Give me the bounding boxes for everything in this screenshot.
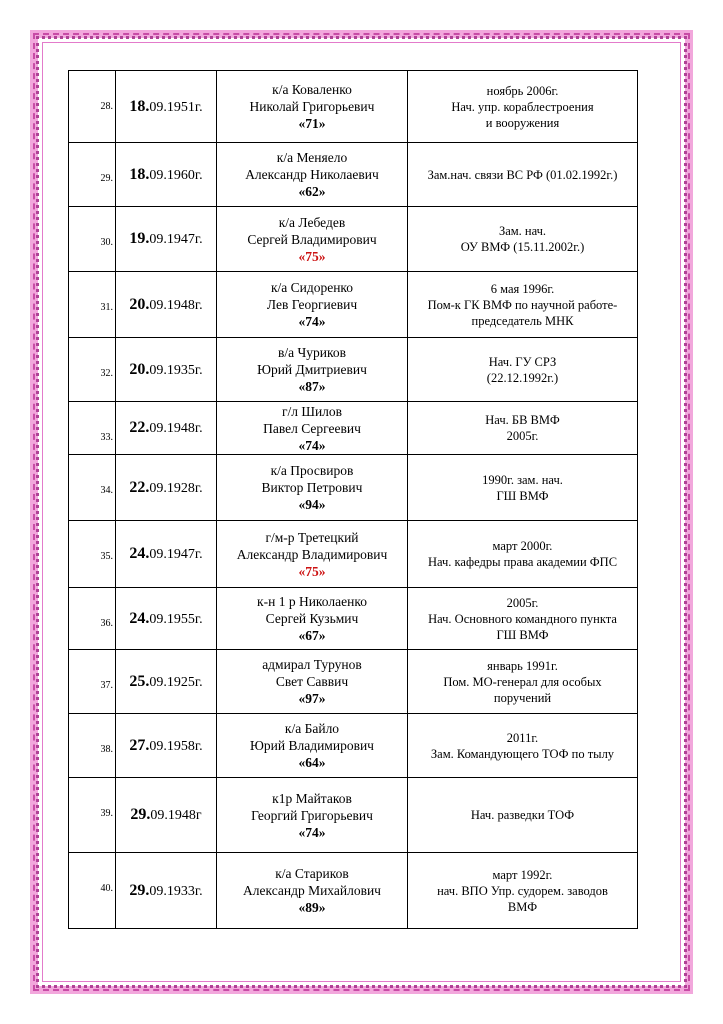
rank-surname: к/а Просвиров (270, 463, 354, 478)
position-info (408, 402, 638, 455)
position-line: Зам. нач. (498, 224, 547, 238)
birth-month-year: 09.1960г. (149, 167, 203, 183)
position-line: март 2000г. (492, 539, 553, 553)
full-name: Сергей Владимирович (247, 231, 377, 247)
person-cell (217, 71, 408, 143)
position-line: ГШ ВМФ (496, 488, 549, 503)
position-info (408, 143, 638, 207)
rank-surname: к/а Байло (284, 721, 340, 736)
full-name: Александр Владимирович (236, 546, 388, 562)
age-badge: «97» (298, 691, 326, 706)
position-line: январь 1991г. (487, 658, 558, 673)
age-badge: «67» (298, 628, 326, 643)
position-line: председатель МНК (471, 313, 574, 328)
age-badge: «71» (298, 116, 326, 131)
position-info (408, 853, 638, 929)
position-line: Нач. ГУ СРЗ (488, 354, 557, 369)
table-row (69, 588, 638, 650)
birth-day: 18. (129, 97, 150, 115)
birth-month-year: 09.1947г. (149, 547, 203, 562)
row-number: 34. (69, 455, 116, 521)
birth-date (116, 853, 217, 929)
position-line: 2005г. (506, 429, 539, 443)
position-line: ноябрь 2006г. (486, 83, 559, 98)
full-name: Павел Сергеевич (263, 420, 361, 436)
table-row (69, 853, 638, 929)
birth-day: 20. (129, 360, 150, 378)
position-info (408, 521, 638, 588)
row-number: 36. (69, 588, 116, 650)
person-cell (217, 455, 408, 521)
person-cell (217, 778, 408, 853)
full-name: Свет Саввич (275, 674, 349, 689)
age-badge: «74» (298, 437, 326, 453)
birth-date (116, 455, 217, 521)
full-name: Лев Георгиевич (266, 297, 358, 312)
table-row (69, 402, 638, 455)
position-info (408, 71, 638, 143)
age-badge: «62» (298, 184, 326, 199)
rank-surname: к-н 1 р Николаенко (257, 594, 367, 609)
birth-date (116, 402, 217, 455)
birth-day: 27. (129, 736, 150, 754)
full-name: Николай Григорьевич (249, 99, 375, 114)
full-name: Георгий Григорьевич (251, 807, 373, 823)
person-cell (217, 714, 408, 778)
birth-month-year: 09.1925г. (149, 674, 203, 690)
age-badge: «74» (298, 314, 326, 329)
position-line: Нач. Основного командного пункта (428, 611, 617, 626)
position-line: март 1992г. (492, 867, 553, 882)
row-number: 33. (69, 402, 116, 455)
rank-surname: в/а Чуриков (278, 345, 346, 360)
birth-month-year: 09.1948г. (149, 421, 203, 436)
person-cell (217, 207, 408, 272)
person-cell (217, 588, 408, 650)
person-cell (217, 650, 408, 714)
table-row (69, 714, 638, 778)
row-number: 37. (69, 650, 116, 714)
person-cell (217, 521, 408, 588)
row-number: 29. (69, 143, 116, 207)
position-line: нач. ВПО Упр. судорем. заводов (437, 883, 608, 898)
rank-surname: к/а Лебедев (278, 214, 346, 230)
birth-day: 22. (129, 478, 150, 496)
table-row (69, 521, 638, 588)
birth-day: 18. (129, 165, 150, 183)
position-line: Пом. МО-генерал для особых (443, 674, 602, 689)
birth-date (116, 521, 217, 588)
age-badge: «75» (298, 248, 326, 264)
position-info (408, 588, 638, 650)
birth-day: 20. (129, 295, 150, 313)
rank-surname: к/а Сидоренко (270, 280, 354, 295)
row-number: 31. (69, 272, 116, 338)
position-line: ВМФ (507, 899, 538, 914)
position-line: Нач. упр. кораблестроения (451, 99, 594, 114)
age-badge: «64» (298, 755, 326, 770)
position-line: поручений (493, 690, 552, 705)
position-info (408, 714, 638, 778)
birth-month-year: 09.1947г. (149, 232, 203, 247)
full-name: Виктор Петрович (261, 480, 363, 495)
position-line: Нач. БВ ВМФ (485, 413, 560, 427)
birth-day: 24. (129, 609, 150, 627)
birth-month-year: 09.1958г. (149, 738, 203, 754)
age-badge: «75» (298, 563, 326, 579)
position-line: ГШ ВМФ (496, 627, 549, 642)
birth-date (116, 650, 217, 714)
rank-surname: к1р Майтаков (272, 790, 352, 806)
birth-date (116, 207, 217, 272)
birth-date (116, 714, 217, 778)
person-cell (217, 402, 408, 455)
full-name: Юрий Владимирович (250, 738, 374, 753)
age-badge: «87» (298, 379, 326, 394)
table-row (69, 650, 638, 714)
row-number: 39. (69, 778, 116, 853)
person-cell (217, 143, 408, 207)
rank-surname: к/а Меняело (276, 150, 348, 165)
position-line: Зам. Командующего ТОФ по тылу (430, 746, 615, 761)
person-cell (217, 853, 408, 929)
row-number: 38. (69, 714, 116, 778)
row-number: 28. (69, 71, 116, 143)
birth-month-year: 09.1935г. (149, 362, 203, 378)
birth-date (116, 143, 217, 207)
row-number: 32. (69, 338, 116, 402)
row-number: 30. (69, 207, 116, 272)
birth-date (116, 588, 217, 650)
birth-date (116, 272, 217, 338)
position-line: (22.12.1992г.) (486, 370, 559, 385)
birth-month-year: 09.1933г. (149, 883, 203, 899)
position-info (408, 455, 638, 521)
age-badge: «89» (298, 900, 326, 915)
position-line: Нач. кафедры права академии ФПС (427, 555, 618, 569)
birth-day: 24. (129, 545, 150, 562)
rank-surname: г/м-р Третецкий (265, 529, 359, 545)
person-cell (217, 272, 408, 338)
birth-month-year: 09.1928г. (149, 480, 203, 496)
full-name: Сергей Кузьмич (265, 611, 359, 626)
birth-day: 29. (129, 881, 150, 899)
position-info (408, 207, 638, 272)
full-name: Александр Николаевич (245, 167, 379, 182)
table-row (69, 207, 638, 272)
table-row (69, 455, 638, 521)
full-name: Юрий Дмитриевич (257, 362, 367, 377)
birth-day: 19. (129, 230, 150, 247)
position-line: ОУ ВМФ (15.11.2002г.) (460, 240, 585, 254)
birth-month-year: 09.1951г. (149, 99, 203, 115)
position-line: 1990г. зам. нач. (482, 472, 563, 487)
position-line: 2005г. (506, 595, 539, 610)
position-info (408, 272, 638, 338)
position-line: Нач. разведки ТОФ (470, 808, 575, 822)
birth-date (116, 338, 217, 402)
table-row (69, 272, 638, 338)
birth-month-year: 09.1948г (150, 808, 202, 823)
row-number: 40. (69, 853, 116, 929)
age-badge: «74» (298, 824, 326, 840)
position-line: и вооружения (485, 115, 560, 130)
birth-date (116, 778, 217, 853)
birth-month-year: 09.1948г. (149, 297, 203, 313)
table-row (69, 778, 638, 853)
birthday-table (68, 70, 638, 929)
age-badge: «94» (298, 497, 326, 512)
person-cell (217, 338, 408, 402)
birth-day: 29. (130, 806, 151, 823)
birth-day: 22. (129, 419, 150, 436)
row-number: 35. (69, 521, 116, 588)
table-row (69, 143, 638, 207)
birth-date (116, 71, 217, 143)
birth-month-year: 09.1955г. (149, 611, 203, 627)
position-info (408, 338, 638, 402)
position-line: 2011г. (506, 730, 539, 745)
rank-surname: к/а Стариков (275, 866, 349, 881)
rank-surname: к/а Коваленко (272, 82, 352, 97)
position-line: Пом-к ГК ВМФ по научной работе- (427, 297, 618, 312)
birth-day: 25. (129, 672, 150, 690)
rank-surname: г/л Шилов (281, 403, 343, 419)
position-info (408, 650, 638, 714)
full-name: Александр Михайлович (243, 883, 381, 898)
table-row (69, 338, 638, 402)
position-line: Зам.нач. связи ВС РФ (01.02.1992г.) (427, 167, 618, 182)
position-line: 6 мая 1996г. (490, 281, 555, 296)
rank-surname: адмирал Турунов (262, 657, 362, 672)
table-row (69, 71, 638, 143)
position-info (408, 778, 638, 853)
